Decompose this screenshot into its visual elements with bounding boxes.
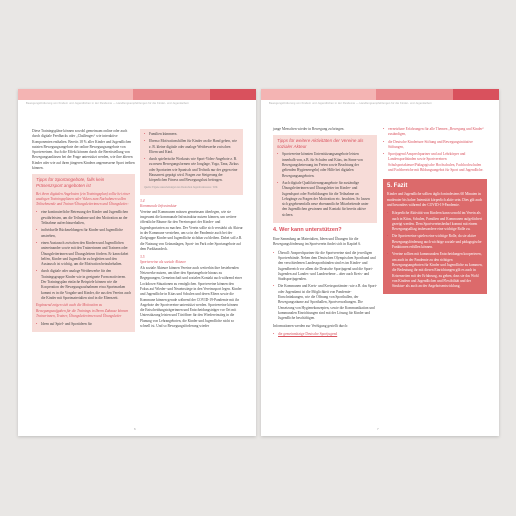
right-page [261, 89, 499, 436]
tips-box-title: Tipps für Sportangebote, falls kein Präsenzsport angeboten ist [36, 177, 105, 188]
activities-box [273, 135, 377, 223]
conclusion-box [383, 179, 487, 294]
bar-segment [18, 89, 133, 100]
left-column-2 [140, 129, 243, 332]
running-head: Bewegungsförderung von Kindern und Jugendlichen in der Pandemie — Handlungsempfehlungen für die Kinder- und Jugendarbeit [269, 102, 432, 105]
link-bullet[interactable]: • die Deutsche Kinderturn-Stiftung und Bewegungsinitiative Stiftungen, [383, 140, 487, 151]
tips-bullet: • Ideen auf Spiel- und Sportideen für [36, 322, 131, 327]
bar-segment [210, 89, 256, 100]
left-page [18, 89, 256, 436]
section-intro: Eine Sammlung an Materialien, Ideen und Übungen für die Bewegungsförderung im Sportverein findet sich in Kapitel 6. [273, 237, 362, 247]
tips-bullet: • durch digitale oder analoge Wettbewerbe für den Trainingsgruppe Kinder wie in geeignete Form motivieren. Der Trainingsplan einfache Beispiele können wie die Kooperation der Bewegungsaufnahmen etwa Sportmarken kommt es in die Vorgabe und Kinder, die aus den Vereins auch die Kinder mit Sportmaterialien sind in die Elternzeit. [36, 269, 131, 301]
activities-bullet: • Sportvereine könnten Unterstützungsangebote leisten innerhalb von, z.B. für Schulen und Kitas, im Sinne von Bewegungsbetreuung im Freien sowie Beachtung der geltenden Hygieneregeln) oder Hilfe bei digitalen Bewegungsangeboten. [277, 152, 373, 178]
bar-segment [453, 89, 499, 100]
link-bullet[interactable]: • Sportjugend Ansprechpartner und auf Lehrkörper und Landessportbünden sowie Sportvereinen Schulsportakteure/Pädagogische Hochschulen, Fachhochschulen und Fachbereiche mit Bildungsangebot für Sport und Jugendliche. [383, 152, 487, 173]
section-title: Sportvereine als soziale Akteure [140, 260, 187, 265]
page-number: 7 [377, 427, 379, 431]
link-bullet[interactable]: • die gemeinnützige Deutsche Sportjugend [273, 332, 377, 337]
bar-segment [133, 89, 210, 100]
section-heading: 4. Wer kann unterstützen? [273, 227, 342, 234]
left-column-1 [32, 129, 135, 336]
right-column-2 [383, 127, 487, 298]
tips-box-lead: Bei ihren digitalen Angeboten (ein Trainingsplan) sollte bei einer analogen Trainingsplänen oder Videos zum Nachahmen sollen Teilnehmende und Trainer/Übungsleiterinnen und Übungsleiter: [36, 191, 131, 207]
conclusion-bullet: • Vereine sollten mit kommunalen Entscheidungen kooperieren, um auch in der Pandemie zu den richtigen Bewegungsangeboten für Kinder und Jugendliche zu kommen, die Bedeutung ihr mit diesen Einrichtungen gilt es auch in Krisenzeiten mit der Erfahrung, zu geben, dass sie das Wohl von Kindern und Jugendlichen und Flexibilität und der Struktur- als auch an der Angebotsentwicklung. [387, 252, 483, 289]
box-source-note: Quelle: Eigene Ausarbeitungen des Deutschen Jugendrotkreuzes / DJK [144, 185, 218, 189]
bar-segment [376, 89, 453, 100]
tips-bullet: • Ebenso Motivationshilfen für Kinder an die Hand geben, wie z. B. kleine digitale oder analoge Wettbewerbe zwischen Eltern und Kind. [144, 139, 239, 155]
intro-paragraph: Diese Trainingspläne können sowohl gemeinsam online oder auch durch digitale Feedbacks oder „Challenges“ wie interaktive Komponenten enthalten. Bereits 18 % aller Kinder und Jugendlichen nutzten Bewegungsangebote der online Bewegungsangebote von Sportvereinen. Auch die Effekt können durch die Bereitstellung von Bewegungsanlässen bei der Frage unterstützt werden, wie ihre älteren Kinder oder wie auf ihren jüngeren Kindern angemessene Sport treiben können. [32, 129, 135, 171]
conclusion-title: 5. Fazit [387, 183, 408, 190]
right-column-1 [273, 127, 377, 339]
tips-bullet: • individuelle Rückmeldungen für Kinder und Jugendliche anstreben, [36, 228, 131, 239]
activities-bullet: • Auch digitale Qualifizierungsangebote für zuständige Übungsleiterinnen und Übungsleiter im Kinder- und Jugendsport oder Fortbildungen für die Teilnahme an Lehrgänge zu Fragen der Motivation etc. beachten. So lassen sich gegebenenfalls neue ehrenamtliche Mitarbeitende unter den Jugendlichen gewinnen und Kontakt für bereits aktive sichern. [277, 181, 373, 218]
tips-box-footer: Ergänzend zeigen sich auch die Motivation zu Bewegungsaufgaben für die Trainings in Ihrem Zuhause können Trainerinnen, Trainer, Übungsleiterinnen und Übungsleiter [36, 303, 129, 318]
conclusion-paragraph: Kinder und Jugendliche sollten täglich mindestens 60 Minuten in moderater bis hoher Intensität körperlich aktiv sein. Dies gilt auch und besonders während der COVID-19-Pandemie. [387, 192, 483, 207]
section-text: Vereine und Kommunen müssen gemeinsam überlegen, wie sie insgesamt die kommunale Infrastruktur nutzen können, um weitere öffentliche Räume für den Vereinssport der Kinder- und Jugendsportarten zu machen. Der Verein sollte sich verstärkt als Akteur in der Kommune verstehen, um so in der Pandemie auch bei der Zielgruppe Kinder und Jugendliche sichtbar zu bleiben. Dabei soll z.B. die Nutzung von Grünanlagen, Sport- im Park oder Sportangebote auf dem Parkhausdeck. [140, 209, 243, 251]
info-line: Informationen werden zur Verfügung gestellt durch: [273, 323, 348, 328]
running-head: Bewegungsförderung von Kindern und Jugendlichen in der Pandemie — Handlungsempfehlungen für die Kinder- und Jugendarbeit [26, 102, 189, 105]
section-title: Kommunale Infrastruktur [140, 204, 177, 209]
section-number: 3.4 [140, 199, 145, 204]
link-bullet[interactable]: • vernetzbare Erfahrungen für alle Themen „Bewegung und Kinder“ zuständigen, [383, 127, 487, 138]
tips-bullet: • durch spielerische Workouts wie Sport-Video-Angebote z. B. zu neuen Bewegungsformen wie Jonglage, Yoga, Tanz, Zirkus oder Sportarten wie Spanisch und Technik nur der gegen eine Hausarrest geprägt wird. Fragen zur Steigerung der körperlichen Fitness und Bewegungslust beitragen. [144, 157, 239, 183]
intro-paragraph: junge Menschen wieder in Bewegung zu bringen. [273, 127, 345, 131]
tips-bullet: • einen Austausch zwischen den Kindern und Jugendlichen untereinander sowie mit den Trainerinnen und Trainern oder Übungsleiterinnen und Übungsleitern fördern. Er kann dabei helfen, Kinder und Jugendliche zu begleiten und den Austausch ist wichtig, um die Motivation beizubehalten. [36, 241, 131, 267]
section-number: 3.5 [140, 255, 145, 260]
support-bullet: • Die Kommunen und Kreis- und Kreissportämter: wie z.B. das Sport- oder Jugendamt ist die Möglichkeit von Pandemie-Einschränkungen, wie die Öffnung von Sporthallen, der Bewegungsräume auf Sporthallen, Sportverwaltungen. Die Umsetzung von Hygienekonzepten, sowie die Kommunikation und kommunalen Einrichtungen sind mit der Lösung für Kinder und Jugendliche beschäftigen. [273, 284, 377, 321]
header-color-bar [18, 89, 256, 100]
bar-segment [261, 89, 376, 100]
page-number: 6 [134, 427, 136, 431]
activities-box-title: Tipps für weitere Aktivitäten der Vereine als sozialer Akteur [277, 138, 364, 149]
section-text: Als soziale Akteure können Vereine auch weiterhin ihre bestehenden Netzwerke nutzen, um über den Sportangebote hinaus zu Begegnungen, Gemeinschaft und sozialen Kontakt auch während einer Lockdown-Situationen zu ermöglichen. Sportvereine können den Fokus auf Wieder- und Neueinstiege in den Vereinssport legen. Kinder und Jugendliche in Kitas und Schulen und deren Eltern sowie die Kommune können gerade während der COVID-19-Pandemie mit ihr Angebote der Sportvereine unterstützt werden. Sportvereine können die Entscheidungsträgerinnen und Entscheidungsträger vor Ort mit Unterstützung leisten und Türöffner für den Wiedereinstieg in die Planung von Lehrangeboten, die Kinder und Jugendliche nicht so schnell ist. Und so Bewegungsförderung wieder [140, 265, 242, 328]
support-bullet: • Überall: Ansprechpartner für die Sportvereine sind die jeweiligen Sportverbände. Neben dem Deutschen Olympischen Sportbund und den verschiedenen Landessportbünden sind es im Kinder- und Jugendbereich vor allem die Deutsche Sportjugend und die Sport-Jugenden auf Landes- und Landesebene – aber auch Kreis- und Stadtsportjugenden. [273, 251, 377, 283]
conclusion-bullet: • Die Sportvereine spielen eine wichtige Rolle, da sie aktive Bewegungsförderung auch wichtige soziale und pädagogische Funktionen erfüllen können. [387, 234, 483, 250]
header-color-bar [261, 89, 499, 100]
tips-box [32, 174, 135, 332]
tips-bullet: • eine kontinuierliche Betreuung der Kinder und Jugendlichen gewährleisten, um die Teilnahme und den Motivation an der Teilnahme aufrechtzuerhalten, [36, 210, 131, 226]
tips-box-continued [140, 129, 243, 195]
tips-bullet: • Familien kümmern. [144, 132, 239, 137]
conclusion-bullet: • Körperliche Aktivität von Kindern kann sowohl im Verein als auch in Kitas, Schulen, Familien und Kommunen aufgefächert gezeigt werden. Dem Sportvereinsbedarf kommt mit einem Bewegungsalltag insbesondere eine wichtige Rolle zu. [387, 211, 483, 232]
